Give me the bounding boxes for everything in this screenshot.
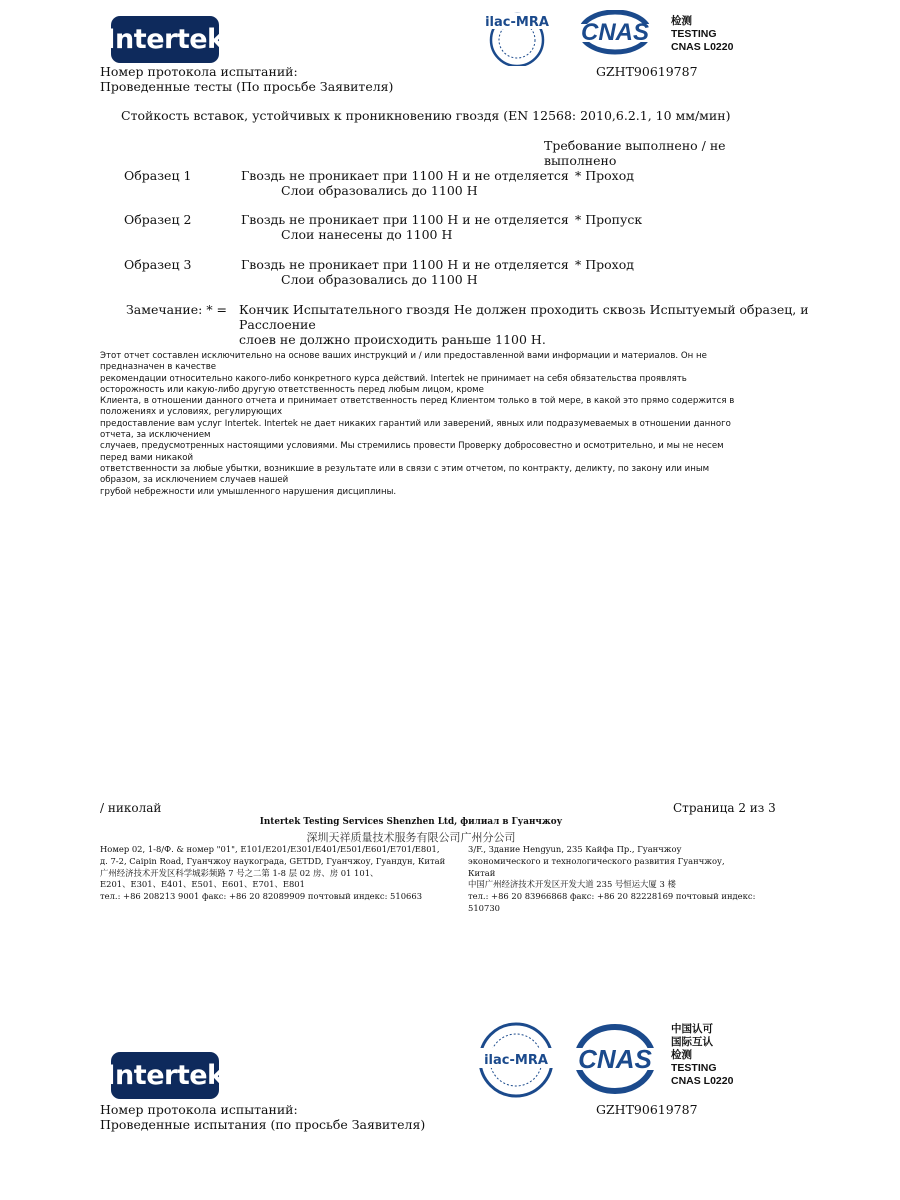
cnas-caption-bottom xyxy=(671,1023,733,1088)
disclaimer-line: рекомендации относительно какого-либо конкретного курса действий. Intertek не принимает на себя обязательства проявлять xyxy=(100,373,687,384)
address-line: 中国广州经济技术开发区开发大道 235 号恒运大厦 3 楼 xyxy=(468,879,676,890)
address-right xyxy=(468,844,768,915)
cnas-caption-line: TESTING xyxy=(671,28,717,40)
address-left xyxy=(100,844,470,903)
remark-line: Расслоение xyxy=(239,317,316,332)
intertek-logo xyxy=(105,16,225,63)
cnas-text: CNAS xyxy=(580,19,650,46)
page-number: Страница 2 из 3 xyxy=(673,801,776,815)
address-line: тел.: +86 208213 9001 факс: +86 20 82089909 почтовый индекс: 510663 xyxy=(100,891,423,902)
disclaimer-line: Клиента, в отношении данного отчета и принимает ответственность перед Клиентом только в той мере, в какой это прямо содержится в xyxy=(100,396,735,407)
cnas-caption-line: 中国认可 xyxy=(671,1023,713,1035)
sample-line1: Гвоздь не проникает при 1100 Н и не отделяется xyxy=(241,257,569,272)
sample-result: * Пропуск xyxy=(575,212,643,227)
disclaimer-line: предназначен в качестве xyxy=(100,362,217,373)
disclaimer-line: случаев, предусмотренных настоящими условиями. Мы стремились провести Проверку добросовестно и осмотрительно, и мы не несем xyxy=(100,441,724,452)
address-line: 广州经济技术开发区科学城彩频路 7 号之二第 1-8 层 02 房、房 01 101、 xyxy=(100,867,379,878)
sample-line2: Слои образовались до 1100 Н xyxy=(281,183,478,198)
sample-line1: Гвоздь не проникает при 1100 Н и не отделяется xyxy=(241,212,569,227)
disclaimer-line: грубой небрежности или умышленного нарушения дисциплины. xyxy=(100,486,397,497)
disclaimer xyxy=(100,351,780,498)
logo-text: Intertek xyxy=(105,24,225,55)
sample-name: Образец 2 xyxy=(124,212,192,227)
remark-line: слоев не должно происходить раньше 1100 Н. xyxy=(239,332,546,347)
cnas-caption-line: 检测 xyxy=(671,15,692,27)
address-line: экономического и технологического развития Гуанчжоу, xyxy=(468,855,725,866)
ilac-text: ilac-MRA xyxy=(485,15,549,30)
cnas-logo xyxy=(567,1022,663,1096)
disclaimer-line: осторожность или какую-либо другую ответственность перед любым лицом, кроме xyxy=(100,384,484,395)
company-name-cn: 深圳天祥质量技术服务有限公司广州分公司 xyxy=(306,831,516,844)
report-number-label: Номер протокола испытаний: xyxy=(100,64,298,79)
cnas-caption-line: TESTING xyxy=(671,1062,717,1074)
cnas-caption-line: 国际互认 xyxy=(671,1036,713,1048)
disclaimer-line: перед вами никакой xyxy=(100,452,194,463)
address-line: тел.: +86 20 83966868 факс: +86 20 82228169 почтовый индекс: xyxy=(468,891,756,902)
address-line: Номер 02, 1-8/Ф. & номер "01", E101/E201/E301/E401/E501/E601/E701/E801, xyxy=(100,844,440,854)
disclaimer-line: положениях и условиях, регулирующих xyxy=(100,407,283,418)
sample-result: * Проход xyxy=(575,257,634,272)
cnas-caption-line: CNAS L0220 xyxy=(671,1075,734,1087)
requirement-header-line: Требование выполнено / не xyxy=(544,138,726,153)
disclaimer-line: ответственности за любые убытки, возникшие в результате или в связи с этим отчетом, по контракту, деликту, по закону или иным xyxy=(100,463,710,474)
cnas-caption-top xyxy=(671,15,733,54)
ilac-text: ilac-MRA xyxy=(484,1053,548,1068)
sample-line2: Слои образовались до 1100 Н xyxy=(281,272,478,287)
cnas-caption-line: 检测 xyxy=(671,1049,692,1061)
tests-label: Проведенные тесты (По просьбе Заявителя) xyxy=(100,79,394,94)
report-number: GZHT90619787 xyxy=(596,64,698,79)
report-number-label: Номер протокола испытаний: xyxy=(100,1102,298,1117)
sample-result: * Проход xyxy=(575,168,634,183)
address-line: E201、E301、E401、E501、E601、E701、E801 xyxy=(100,879,305,890)
test-title: Стойкость вставок, устойчивых к проникновению гвоздя (EN 12568: 2010,6.2.1, 10 мм/мин) xyxy=(121,108,731,123)
requirement-header xyxy=(544,138,726,168)
disclaimer-line: образом, за исключением случаев нашей xyxy=(100,475,289,486)
sample-line2: Слои нанесены до 1100 Н xyxy=(281,227,453,242)
remark-text xyxy=(239,302,809,347)
company-name: Intertek Testing Services Shenzhen Ltd, филиал в Гуанчжоу xyxy=(259,817,563,827)
sample-name: Образец 3 xyxy=(124,257,192,272)
ilac-mra-logo xyxy=(476,1018,556,1102)
sample-name: Образец 1 xyxy=(124,168,192,183)
address-line: Китай xyxy=(468,867,496,878)
ilac-mra-logo xyxy=(478,10,556,66)
cnas-logo xyxy=(569,10,661,62)
disclaimer-line: Этот отчет составлен исключительно на основе ваших инструкций и / или предоставленной вами информации и материалов. Он не xyxy=(100,351,707,361)
remark-line: Кончик Испытательного гвоздя Не должен проходить сквозь Испытуемый образец, и xyxy=(239,302,809,317)
address-line: 3/F., Здание Hengyun, 235 Кайфа Пр., Гуанчжоу xyxy=(468,844,682,854)
sample-line1: Гвоздь не проникает при 1100 Н и не отделяется xyxy=(241,168,569,183)
address-line: 510730 xyxy=(468,902,500,913)
address-line: д. 7-2, Caipin Road, Гуанчжоу наукограда, GETDD, Гуанчжоу, Гуандун, Китай xyxy=(100,855,446,866)
cnas-text: CNAS xyxy=(578,1044,652,1074)
tests-label: Проведенные испытания (по просьбе Заявителя) xyxy=(100,1117,426,1132)
disclaimer-line: предоставление вам услуг Intertek. Intertek не дает никаких гарантий или заверений, явных или подразумеваемых в отношении данного xyxy=(100,418,731,429)
intertek-logo xyxy=(105,1052,225,1099)
cnas-caption-line: CNAS L0220 xyxy=(671,41,734,53)
remark-label: Замечание: * = xyxy=(126,302,228,317)
logo-text: Intertek xyxy=(105,1060,225,1091)
author: / николай xyxy=(100,801,162,815)
report-number: GZHT90619787 xyxy=(596,1102,698,1117)
disclaimer-line: отчета, за исключением xyxy=(100,430,211,441)
requirement-header-line: выполнено xyxy=(544,153,617,168)
